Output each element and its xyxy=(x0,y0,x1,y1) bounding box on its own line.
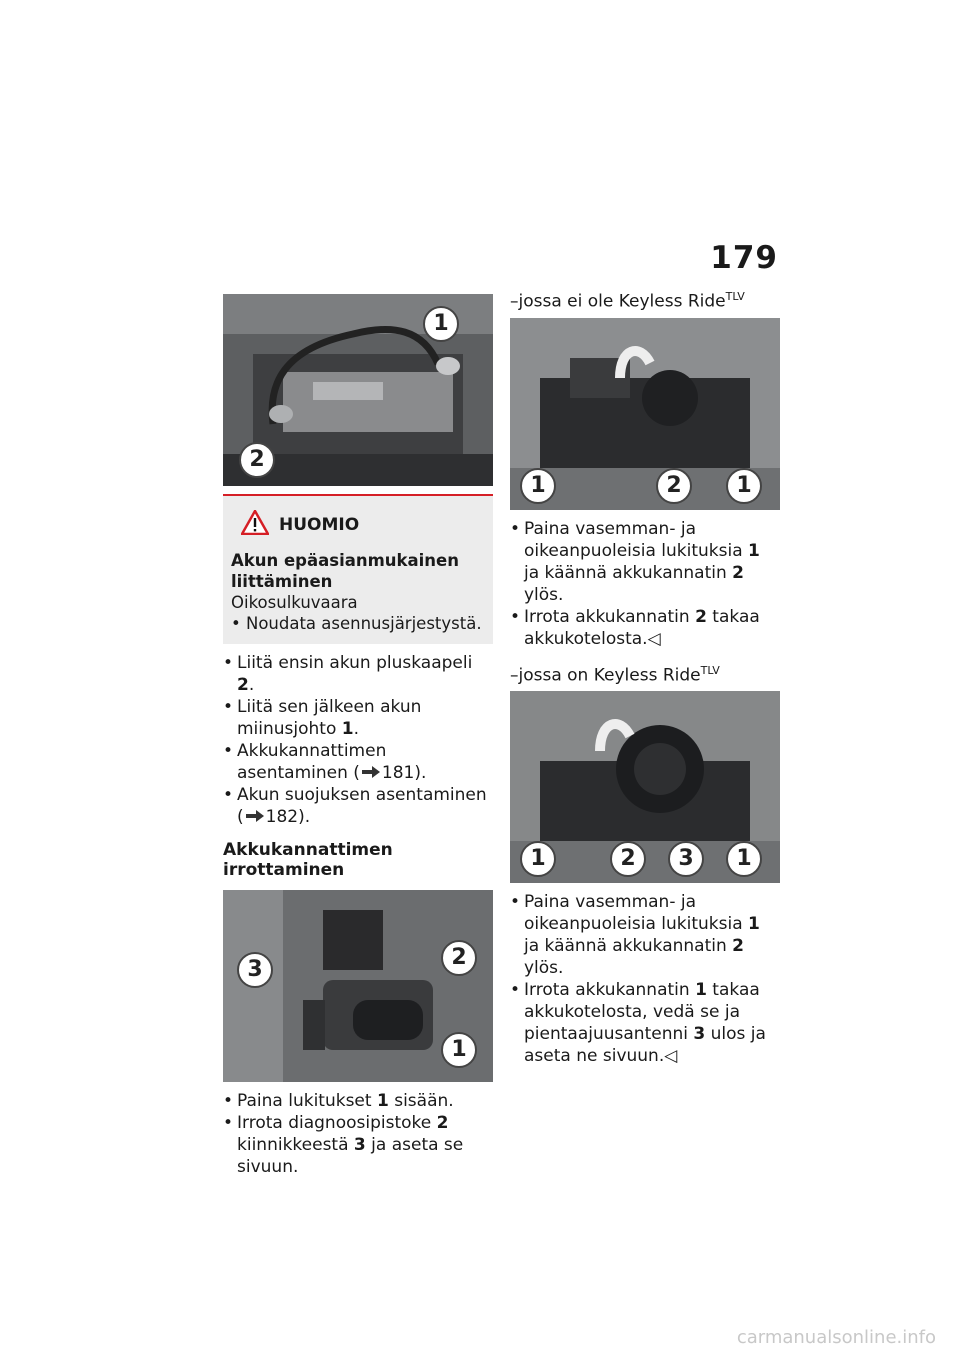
notice-bullet: • Noudata asennusjärjestystä. xyxy=(231,614,482,633)
callout-2: 2 xyxy=(656,468,692,504)
left-column xyxy=(223,294,493,1178)
right-column xyxy=(510,290,780,1067)
list-item: • Liitä sen jälkeen akun miinusjohto 1. xyxy=(223,696,493,740)
carrier-steps-no-keyless xyxy=(510,518,780,650)
page-ref-arrow-icon xyxy=(246,806,264,828)
notice-title: HUOMIO xyxy=(279,514,360,535)
callout-1: 1 xyxy=(520,841,556,877)
callout-2: 2 xyxy=(610,841,646,877)
watermark: carmanualsonline.info xyxy=(736,1327,936,1348)
list-item: • Irrota akkukannatin 1 takaa akkukotelosta, vedä se ja pientaajuusantenni 3 ulos ja aseta ne sivuun.◁ xyxy=(510,979,780,1067)
list-item: • Irrota diagnoosipistoke 2 kiinnikkeestä 3 ja aseta se sivuun. xyxy=(223,1112,493,1178)
callout-3: 3 xyxy=(237,952,273,988)
list-item: • Paina vasemman- ja oikeanpuoleisia lukituksia 1 ja käännä akkukannatin 2 ylös. xyxy=(510,518,780,606)
page-reference[interactable]: 182 xyxy=(265,807,299,827)
diagnostic-plug-photo xyxy=(223,890,493,1082)
warning-triangle-icon xyxy=(241,510,269,540)
list-item: • Akkukannattimen asentaminen ( 181). xyxy=(223,740,493,784)
callout-1: 1 xyxy=(726,468,762,504)
list-item: • Irrota akkukannatin 2 takaa akkukotelosta.◁ xyxy=(510,606,780,650)
battery-carrier-photo xyxy=(510,318,780,510)
callout-2: 2 xyxy=(239,442,275,478)
notice-consequence: Oikosulkuvaara xyxy=(231,593,358,612)
callout-3: 3 xyxy=(668,841,704,877)
keyless-antenna-photo xyxy=(510,691,780,883)
callout-1: 1 xyxy=(423,306,459,342)
connect-steps xyxy=(223,652,493,828)
variant-heading-keyless: –jossa on Keyless Ride$^{TLV}$ xyxy=(510,663,720,686)
list-item: • Paina lukitukset 1 sisään. xyxy=(223,1090,493,1112)
list-item: • Paina vasemman- ja oikeanpuoleisia lukituksia 1 ja käännä akkukannatin 2 ylös. xyxy=(510,891,780,979)
notice-subtitle: Akun epäasianmukainen liittäminen xyxy=(231,551,459,591)
page-reference[interactable]: 181 xyxy=(381,763,415,783)
warning-notice xyxy=(223,494,493,644)
list-item: • Akun suojuksen asentaminen ( 182). xyxy=(223,784,493,828)
remove-plug-steps xyxy=(223,1090,493,1178)
list-item: • Liitä ensin akun pluskaapeli 2. xyxy=(223,652,493,696)
variant-heading-no-keyless: –jossa ei ole Keyless Ride$^{TLV}$ xyxy=(510,290,745,312)
callout-2: 2 xyxy=(441,940,477,976)
battery-terminals-photo xyxy=(223,294,493,486)
page-number: 179 xyxy=(710,240,778,276)
callout-1: 1 xyxy=(726,841,762,877)
callout-1: 1 xyxy=(441,1032,477,1068)
callout-1: 1 xyxy=(520,468,556,504)
page-ref-arrow-icon xyxy=(362,762,380,784)
carrier-steps-keyless xyxy=(510,891,780,1067)
section-heading: Akkukannattimen irrottaminen xyxy=(223,840,393,880)
